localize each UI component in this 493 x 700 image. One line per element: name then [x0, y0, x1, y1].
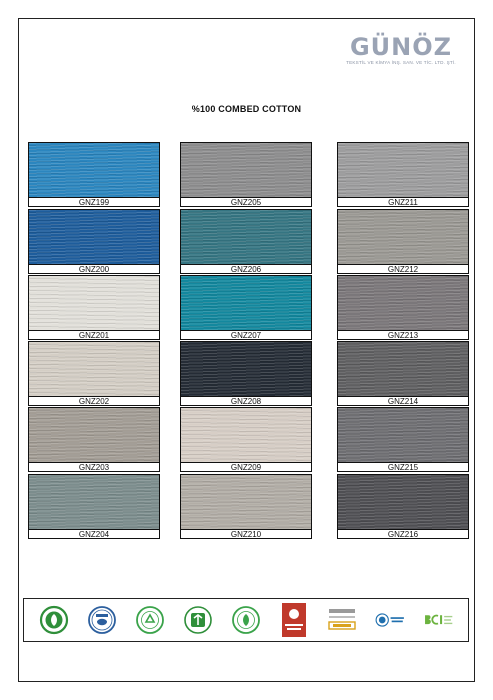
- swatch-code: GNZ208: [181, 396, 311, 405]
- swatch-card: [28, 142, 160, 207]
- rws-icon: [87, 603, 117, 637]
- swatch-color: [181, 143, 311, 198]
- swatch-color: [29, 408, 159, 463]
- swatch-card: [180, 341, 312, 406]
- page-title: %100 COMBED COTTON: [191, 104, 302, 114]
- swatch-color: [29, 342, 159, 397]
- swatch-code: GNZ200: [29, 264, 159, 273]
- swatch-card: [337, 474, 469, 539]
- swatch-card: [28, 474, 160, 539]
- swatch-color: [338, 475, 468, 530]
- swatch-code: GNZ211: [338, 197, 468, 206]
- swatch-code: GNZ212: [338, 264, 468, 273]
- swatch-color: [181, 276, 311, 331]
- swatch-code: GNZ216: [338, 529, 468, 538]
- swatch-card: [337, 275, 469, 340]
- swatch-color: [338, 143, 468, 198]
- swatch-card: [337, 142, 469, 207]
- swatch-color: [338, 210, 468, 265]
- swatch-color: [338, 276, 468, 331]
- swatch-color: [181, 210, 311, 265]
- swatch-color: [338, 342, 468, 397]
- swatch-color: [29, 475, 159, 530]
- swatch-grid: [28, 142, 470, 542]
- swatch-code: GNZ205: [181, 197, 311, 206]
- swatch-code: GNZ206: [181, 264, 311, 273]
- global-recycled-standard-icon: [375, 603, 405, 637]
- swatch-code: GNZ209: [181, 462, 311, 471]
- swatch-code: GNZ207: [181, 330, 311, 339]
- swatch-color: [338, 408, 468, 463]
- swatch-card: [180, 474, 312, 539]
- swatch-color: [29, 143, 159, 198]
- cotton-made-in-africa-icon: [279, 603, 309, 637]
- swatch-code: GNZ202: [29, 396, 159, 405]
- swatch-card: [337, 209, 469, 274]
- swatch-card: [180, 209, 312, 274]
- bci-icon: [423, 603, 453, 637]
- oeko-tex-icon: [327, 603, 357, 637]
- brand-name: GÜNÖZ: [349, 33, 453, 61]
- swatch-code: GNZ199: [29, 197, 159, 206]
- swatch-card: [337, 407, 469, 472]
- swatch-code: GNZ210: [181, 529, 311, 538]
- swatch-card: [28, 341, 160, 406]
- swatch-code: GNZ214: [338, 396, 468, 405]
- swatch-card: [337, 341, 469, 406]
- swatch-color: [181, 408, 311, 463]
- swatch-code: GNZ201: [29, 330, 159, 339]
- swatch-code: GNZ215: [338, 462, 468, 471]
- swatch-card: [28, 275, 160, 340]
- swatch-card: [28, 209, 160, 274]
- swatch-card: [180, 407, 312, 472]
- swatch-color: [29, 210, 159, 265]
- brand-subtitle: TEKSTİL VE KİMYA İNŞ. SAN. VE TİC. LTD. ŞTİ.: [346, 60, 456, 65]
- swatch-code: GNZ213: [338, 330, 468, 339]
- organic-textile-standard-icon: [183, 603, 213, 637]
- certification-strip: [23, 598, 469, 642]
- swatch-card: [180, 142, 312, 207]
- swatch-code: GNZ203: [29, 462, 159, 471]
- company-logo: [336, 34, 466, 66]
- swatch-code: GNZ204: [29, 529, 159, 538]
- swatch-color: [29, 276, 159, 331]
- organic-100-icon: [39, 603, 69, 637]
- swatch-color: [181, 475, 311, 530]
- swatch-color: [181, 342, 311, 397]
- organic-blended-icon: [231, 603, 261, 637]
- swatch-card: [180, 275, 312, 340]
- swatch-card: [28, 407, 160, 472]
- recycled-blended-icon: [135, 603, 165, 637]
